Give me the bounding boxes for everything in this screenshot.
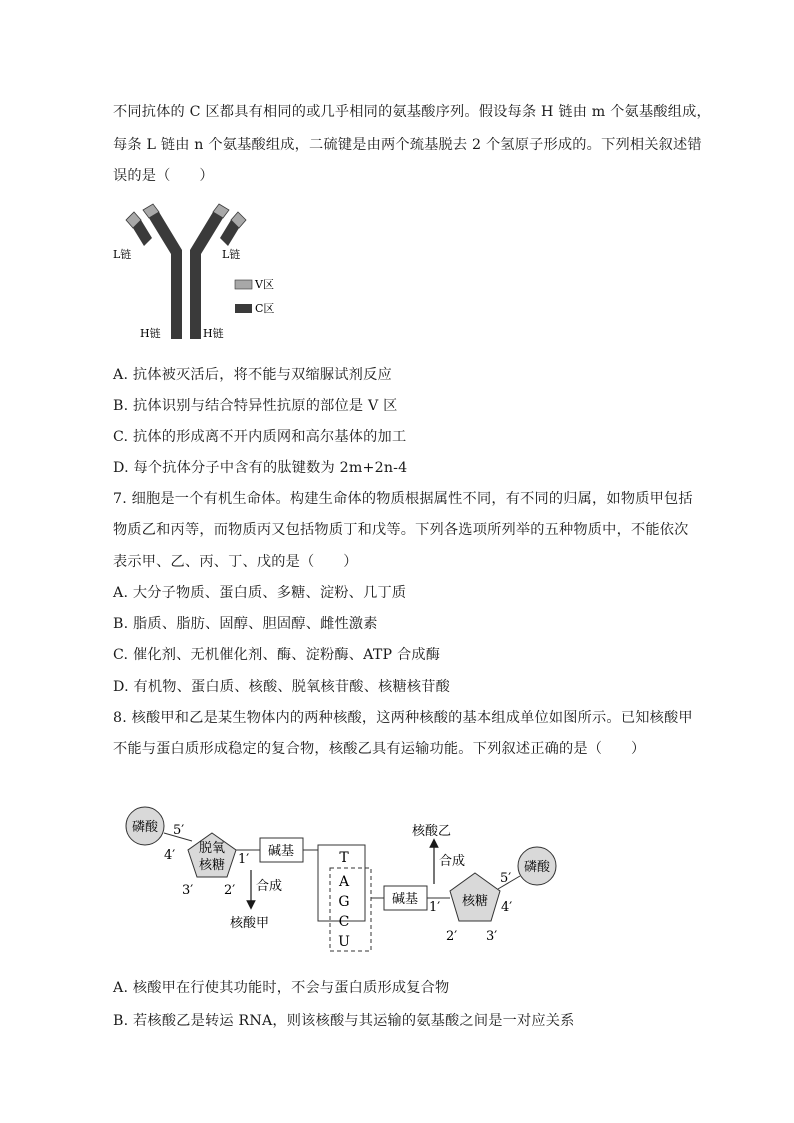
pos-3-left: 3′ — [182, 883, 194, 898]
phosphate-right-label: 磷酸 — [523, 860, 551, 875]
q7-stem-line-1: 7. 细胞是一个有机生命体。构建生命体的物质根据属性不同，有不同的归属，如物质甲包括 — [113, 491, 693, 507]
product-left-label: 核酸甲 — [230, 916, 270, 931]
pos-5-right: 5′ — [500, 871, 512, 886]
pos-4-left: 4′ — [164, 848, 176, 863]
legend-label-c: C区 — [255, 302, 275, 315]
pos-1-left: 1′ — [238, 852, 250, 867]
q7-option-d: D. 有机物、蛋白质、核酸、脱氧核苷酸、核糖核苷酸 — [113, 679, 451, 695]
pos-2-left: 2′ — [224, 883, 236, 898]
q7-option-c: C. 催化剂、无机催化剂、酶、淀粉酶、ATP 合成酶 — [113, 647, 441, 663]
q6-stem-line-1: 不同抗体的 C 区都具有相同的或几乎相同的氨基酸序列。假设每条 H 链由 m 个氨基酸组成， — [113, 104, 711, 120]
q8-option-a: A. 核酸甲在行使其功能时，不会与蛋白质形成复合物 — [113, 980, 450, 996]
h-chain-left — [149, 212, 182, 339]
deoxyribose-label-1: 脱氧 — [198, 841, 226, 856]
q6-stem-line-3: 误的是（ ） — [113, 168, 214, 184]
q7-stem-line-3: 表示甲、乙、丙、丁、戊的是（ ） — [113, 554, 358, 570]
base-t: T — [339, 850, 349, 866]
base-c: C — [338, 914, 350, 930]
q8-stem-line-2: 不能与蛋白质形成稳定的复合物，核酸乙具有运输功能。下列叙述正确的是（ ） — [113, 741, 646, 757]
base-a: A — [338, 874, 350, 890]
l-chain-label-right: L链 — [222, 248, 241, 261]
q6-option-a: A. 抗体被灭活后，将不能与双缩脲试剂反应 — [113, 367, 392, 383]
phosphate-left-label: 磷酸 — [131, 820, 159, 835]
base-right-label: 碱基 — [391, 892, 419, 907]
q7-option-a: A. 大分子物质、蛋白质、多糖、淀粉、几丁质 — [113, 585, 407, 601]
q6-option-d: D. 每个抗体分子中含有的肽键数为 2m+2n-4 — [113, 460, 408, 476]
base-left-label: 碱基 — [267, 844, 295, 859]
h-chain-right — [190, 212, 223, 339]
nucleotide-diagram — [120, 793, 580, 955]
legend-swatch-v — [235, 280, 252, 289]
legend — [235, 278, 274, 315]
synthesis-left-label: 合成 — [256, 879, 283, 894]
q7-stem-line-2: 物质乙和丙等，而物质丙又包括物质丁和戊等。下列各选项所列举的五种物质中，不能依次 — [113, 522, 689, 538]
pos-2-right: 2′ — [446, 929, 458, 944]
ribose-label: 核糖 — [461, 894, 489, 909]
pos-1-right: 1′ — [429, 900, 441, 915]
pos-5-left: 5′ — [173, 823, 185, 838]
product-right-label: 核酸乙 — [412, 824, 452, 839]
l-chain-label-left: L链 — [113, 248, 132, 261]
q6-stem-line-2: 每条 L 链由 n 个氨基酸组成，二硫键是由两个巯基脱去 2 个氢原子形成的。下列相关叙述错 — [113, 137, 702, 153]
antibody-diagram — [110, 198, 290, 343]
h-chain-label-left: H链 — [140, 327, 161, 340]
q6-option-c: C. 抗体的形成离不开内质网和高尔基体的加工 — [113, 429, 407, 445]
q8-option-b: B. 若核酸乙是转运 RNA，则该核酸与其运输的氨基酸之间是一对应关系 — [113, 1013, 575, 1029]
deoxyribose-label-2: 核糖 — [198, 858, 226, 873]
synthesis-right-label: 合成 — [439, 854, 466, 869]
q7-option-b: B. 脂质、脂肪、固醇、胆固醇、雌性激素 — [113, 616, 378, 632]
q6-option-b: B. 抗体识别与结合特异性抗原的部位是 V 区 — [113, 398, 398, 414]
pos-4-right: 4′ — [501, 900, 513, 915]
base-g: G — [338, 894, 350, 910]
h-chain-label-right: H链 — [203, 327, 224, 340]
pos-3-right: 3′ — [486, 929, 498, 944]
base-u: U — [338, 934, 350, 950]
legend-swatch-c — [235, 304, 252, 313]
legend-label-v: V区 — [255, 278, 274, 291]
q8-stem-line-1: 8. 核酸甲和乙是某生物体内的两种核酸，这两种核酸的基本组成单位如图所示。已知核酸甲 — [113, 710, 693, 726]
